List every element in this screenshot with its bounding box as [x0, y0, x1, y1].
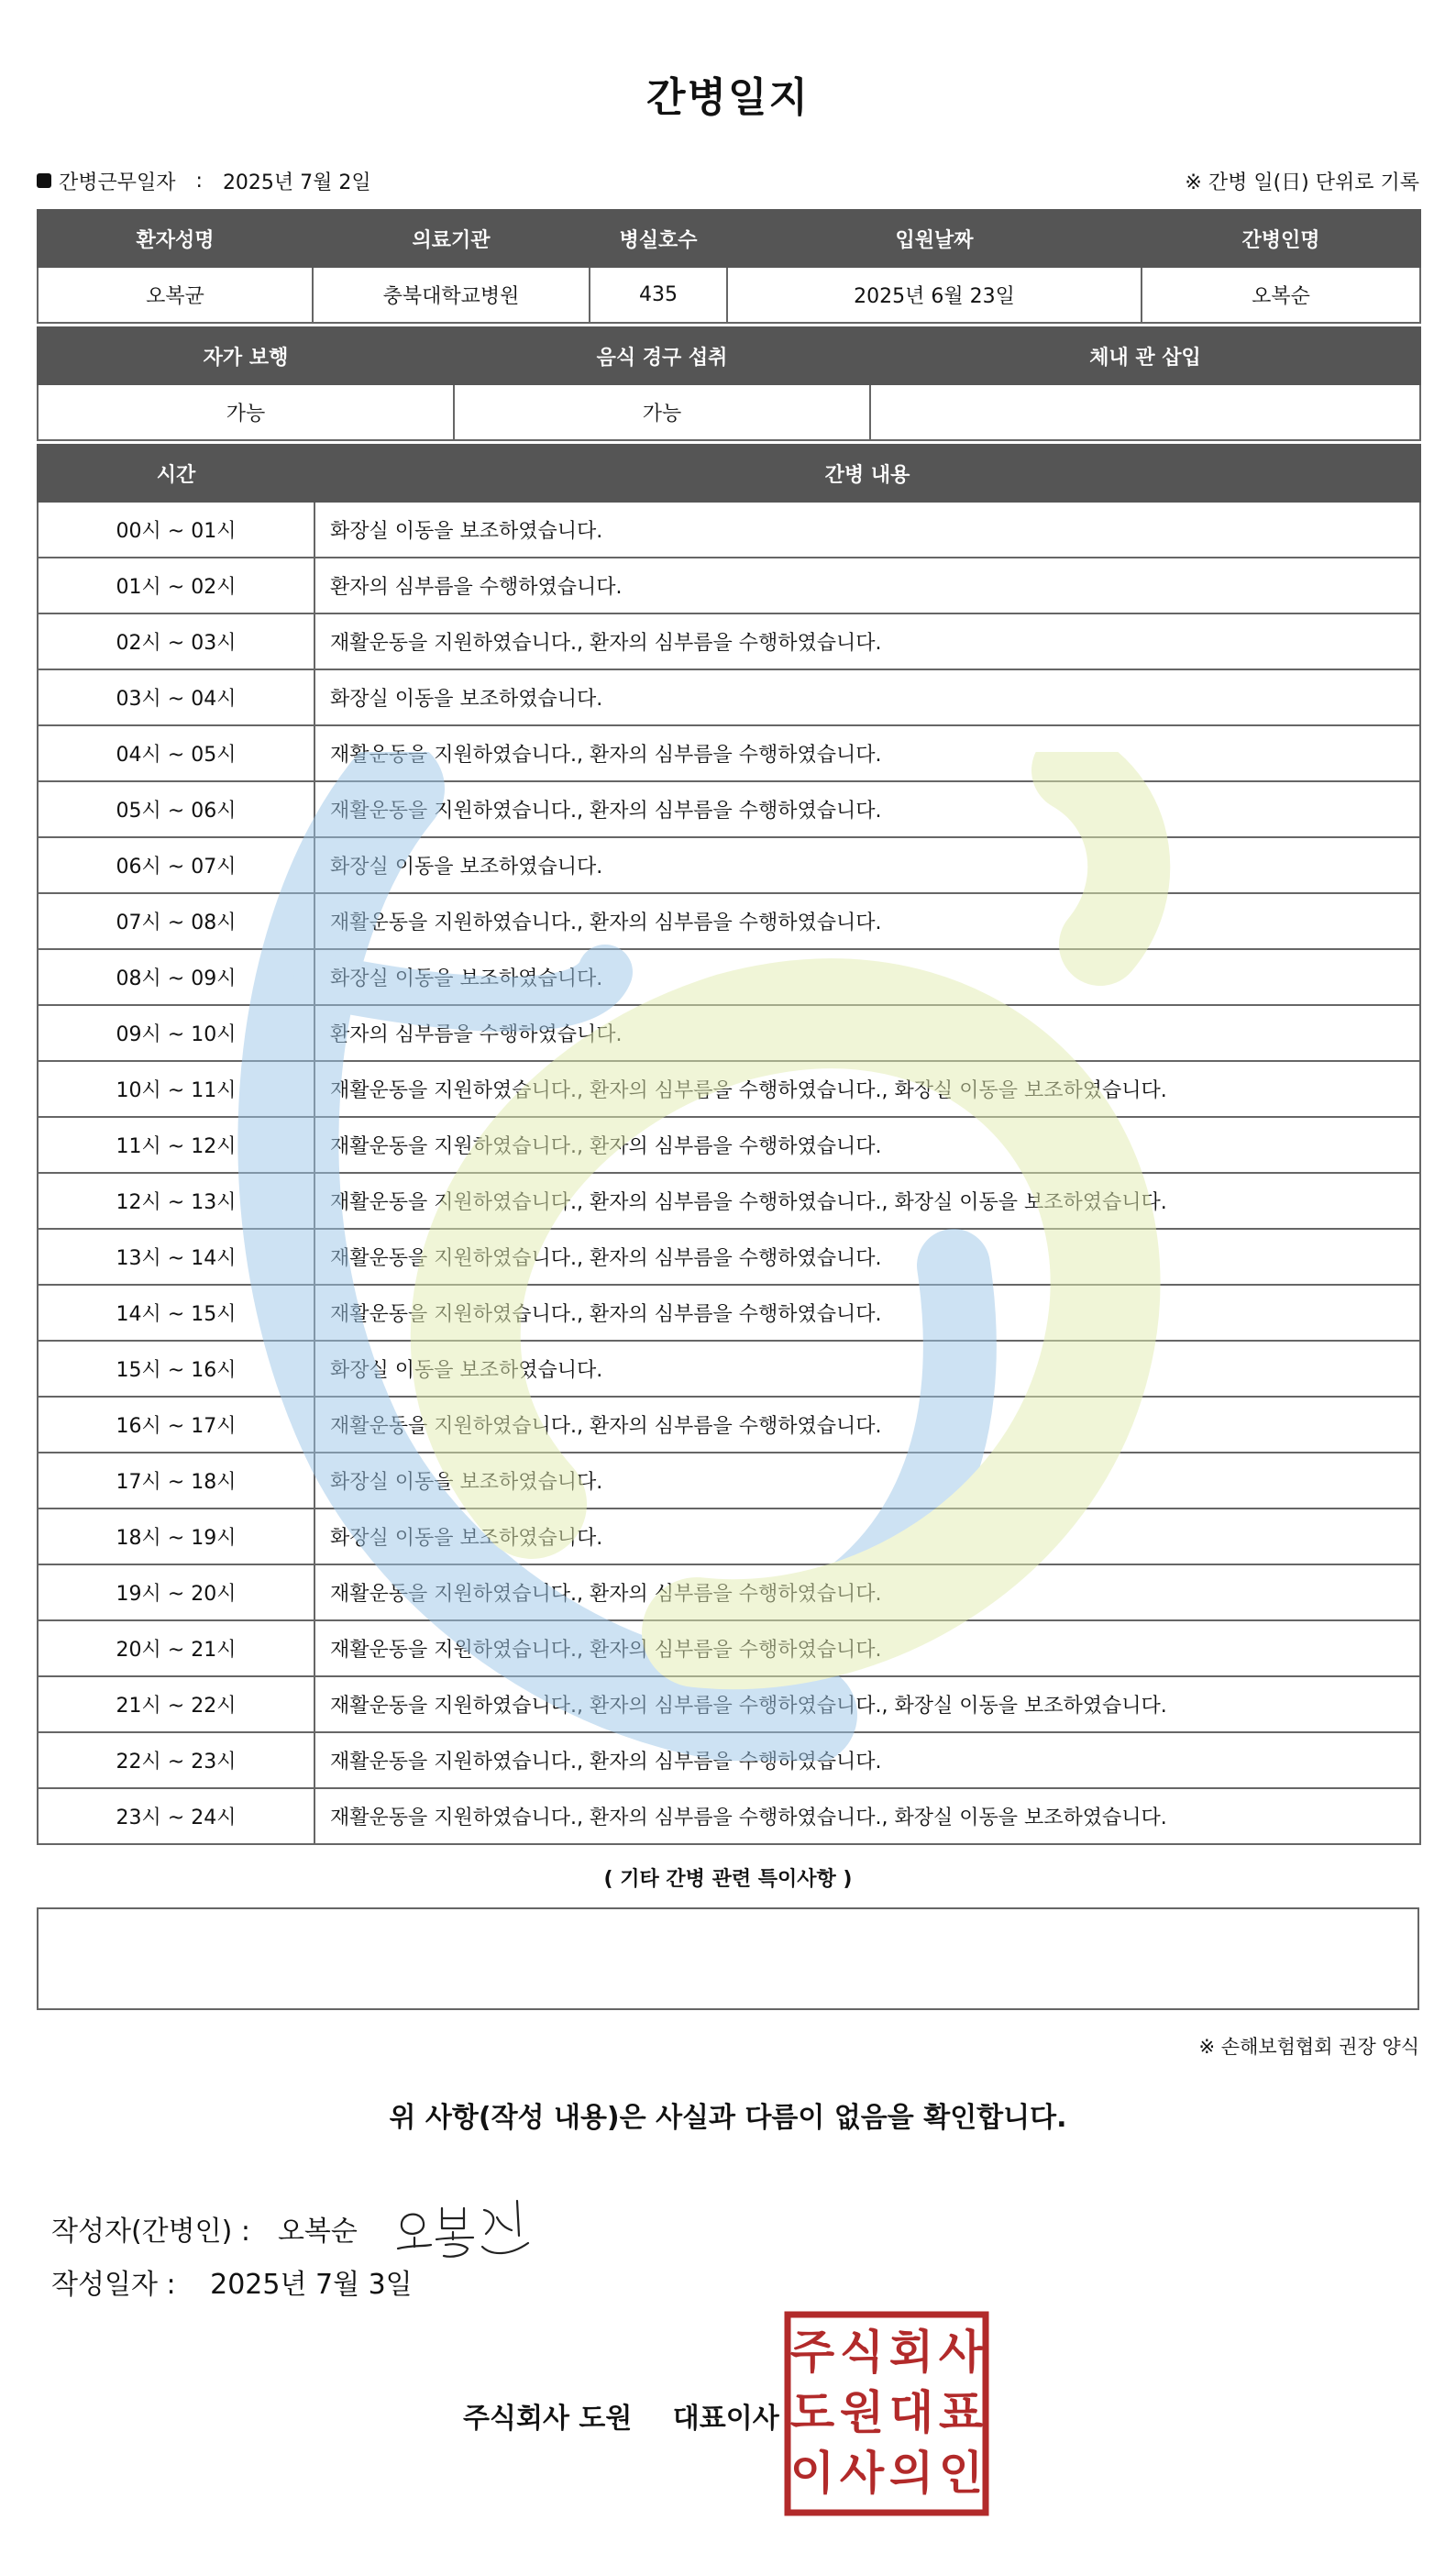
seal-char: 의: [888, 2447, 934, 2500]
oral-intake-header: 음식 경구 섭취: [454, 327, 870, 384]
time-cell: 18시 ~ 19시: [38, 1509, 314, 1564]
care-content-cell: 화장실 이동을 보조하였습니다.: [314, 1341, 1420, 1397]
care-log-header-row: [38, 445, 1420, 502]
time-cell: 22시 ~ 23시: [38, 1732, 314, 1788]
table-row: [38, 1620, 1420, 1676]
time-cell: 09시 ~ 10시: [38, 1005, 314, 1061]
remarks-heading: ( 기타 간병 관련 특이사항 ): [603, 1868, 853, 1891]
table-row: [38, 1005, 1420, 1061]
care-content-cell: 재활운동을 지원하였습니다., 환자의 심부름을 수행하였습니다.: [314, 1564, 1420, 1620]
time-cell: 10시 ~ 11시: [38, 1061, 314, 1117]
table-row: [38, 1453, 1420, 1509]
care-content-cell: 화장실 이동을 보조하였습니다.: [314, 1509, 1420, 1564]
patient-name-header: 환자성명: [38, 210, 313, 267]
remarks-box: [37, 1907, 1419, 2010]
admission-date-header: 입원날짜: [727, 210, 1142, 267]
writer-label: 작성자(간병인) :: [51, 2216, 250, 2248]
time-cell: 05시 ~ 06시: [38, 781, 314, 837]
recommend-note: ※ 손해보험협회 권장 양식: [1198, 2036, 1419, 2058]
seal-char: 원: [839, 2386, 885, 2439]
time-cell: 11시 ~ 12시: [38, 1117, 314, 1173]
unit-note: ※ 간병 일(日) 단위로 기록: [1185, 171, 1419, 194]
seal-char: 사: [839, 2447, 885, 2500]
care-content-cell: 환자의 심부름을 수행하였습니다.: [314, 558, 1420, 613]
time-cell: 21시 ~ 22시: [38, 1676, 314, 1732]
care-log-table: [37, 444, 1421, 1845]
written-date-value: 2025년 7월 3일: [210, 2269, 413, 2301]
table-row: [38, 1676, 1420, 1732]
time-cell: 00시 ~ 01시: [38, 502, 314, 558]
bullet-square-icon: [37, 173, 51, 188]
caregiver-name-value: 오복순: [1142, 267, 1420, 323]
writer-line: [51, 2192, 532, 2265]
time-cell: 23시 ~ 24시: [38, 1788, 314, 1844]
care-content-cell: 화장실 이동을 보조하였습니다.: [314, 949, 1420, 1005]
patient-info-value-row: [38, 267, 1420, 323]
table-row: [38, 1341, 1420, 1397]
work-date-label: 간병근무일자: [59, 171, 176, 194]
seal-char: 이: [789, 2447, 835, 2500]
care-content-cell: 재활운동을 지원하였습니다., 환자의 심부름을 수행하였습니다., 화장실 이동을 보조하였습니다.: [314, 1788, 1420, 1844]
time-header: 시간: [38, 445, 314, 502]
care-content-cell: 재활운동을 지원하였습니다., 환자의 심부름을 수행하였습니다.: [314, 893, 1420, 949]
room-number-value: 435: [590, 267, 727, 323]
time-cell: 02시 ~ 03시: [38, 613, 314, 669]
time-cell: 17시 ~ 18시: [38, 1453, 314, 1509]
time-cell: 06시 ~ 07시: [38, 837, 314, 893]
company-seal-stamp: [784, 2311, 989, 2516]
care-content-cell: 재활운동을 지원하였습니다., 환자의 심부름을 수행하였습니다.: [314, 1732, 1420, 1788]
table-row: [38, 1732, 1420, 1788]
company-line: [463, 2395, 779, 2436]
care-content-cell: 재활운동을 지원하였습니다., 환자의 심부름을 수행하였습니다.: [314, 781, 1420, 837]
page-title: 간병일지: [645, 74, 810, 121]
table-row: [38, 837, 1420, 893]
patient-status-header-row: [38, 327, 1420, 384]
care-content-header: 간병 내용: [314, 445, 1420, 502]
hospital-value: 충북대학교병원: [313, 267, 590, 323]
meta-row: [37, 165, 1419, 196]
seal-char: 회: [888, 2326, 934, 2379]
care-content-cell: 재활운동을 지원하였습니다., 환자의 심부름을 수행하였습니다.: [314, 613, 1420, 669]
written-date-label: 작성일자 :: [51, 2269, 176, 2301]
table-row: [38, 1117, 1420, 1173]
table-row: [38, 1397, 1420, 1453]
tube-insertion-header: 체내 관 삽입: [870, 327, 1420, 384]
care-content-cell: 화장실 이동을 보조하였습니다.: [314, 837, 1420, 893]
care-content-cell: 재활운동을 지원하였습니다., 환자의 심부름을 수행하였습니다.: [314, 1285, 1420, 1341]
patient-name-value: 오복균: [38, 267, 313, 323]
time-cell: 07시 ~ 08시: [38, 893, 314, 949]
seal-char: 식: [839, 2326, 885, 2379]
tube-insertion-value: [870, 384, 1420, 440]
table-row: [38, 1285, 1420, 1341]
patient-status-value-row: [38, 384, 1420, 440]
time-cell: 04시 ~ 05시: [38, 725, 314, 781]
work-date-info: [37, 167, 371, 195]
room-number-header: 병실호수: [590, 210, 727, 267]
patient-info-header-row: [38, 210, 1420, 267]
writer-name: 오복순: [277, 2216, 358, 2248]
time-cell: 01시 ~ 02시: [38, 558, 314, 613]
care-content-cell: 화장실 이동을 보조하였습니다.: [314, 502, 1420, 558]
table-row: [38, 1229, 1420, 1285]
table-row: [38, 502, 1420, 558]
seal-char: 대: [888, 2386, 934, 2439]
patient-info-table: [37, 209, 1421, 324]
representative-title: 대표이사: [672, 2403, 779, 2435]
table-row: [38, 1173, 1420, 1229]
time-cell: 14시 ~ 15시: [38, 1285, 314, 1341]
care-content-cell: 화장실 이동을 보조하였습니다.: [314, 1453, 1420, 1509]
table-row: [38, 781, 1420, 837]
table-row: [38, 1564, 1420, 1620]
time-cell: 19시 ~ 20시: [38, 1564, 314, 1620]
care-content-cell: 재활운동을 지원하였습니다., 환자의 심부름을 수행하였습니다.: [314, 1117, 1420, 1173]
seal-characters: [790, 2326, 984, 2500]
work-date-value: 2025년 7월 2일: [222, 171, 371, 194]
time-cell: 15시 ~ 16시: [38, 1341, 314, 1397]
seal-char: 표: [938, 2386, 984, 2439]
care-content-cell: 재활운동을 지원하였습니다., 환자의 심부름을 수행하였습니다., 화장실 이동을 보조하였습니다.: [314, 1676, 1420, 1732]
time-cell: 16시 ~ 17시: [38, 1397, 314, 1453]
care-content-cell: 환자의 심부름을 수행하였습니다.: [314, 1005, 1420, 1061]
time-cell: 13시 ~ 14시: [38, 1229, 314, 1285]
table-row: [38, 669, 1420, 725]
care-content-cell: 화장실 이동을 보조하였습니다.: [314, 669, 1420, 725]
care-content-cell: 재활운동을 지원하였습니다., 환자의 심부름을 수행하였습니다.: [314, 1620, 1420, 1676]
seal-char: 사: [938, 2326, 984, 2379]
admission-date-value: 2025년 6월 23일: [727, 267, 1142, 323]
company-name: 주식회사 도원: [463, 2403, 633, 2435]
oral-intake-value: 가능: [454, 384, 870, 440]
work-date-separator: :: [195, 169, 203, 193]
table-row: [38, 1061, 1420, 1117]
time-cell: 20시 ~ 21시: [38, 1620, 314, 1676]
table-row: [38, 949, 1420, 1005]
self-walking-value: 가능: [38, 384, 454, 440]
seal-char: 인: [938, 2447, 984, 2500]
care-content-cell: 재활운동을 지원하였습니다., 환자의 심부름을 수행하였습니다.: [314, 725, 1420, 781]
table-row: [38, 613, 1420, 669]
care-content-cell: 재활운동을 지원하였습니다., 환자의 심부름을 수행하였습니다., 화장실 이동을 보조하였습니다.: [314, 1173, 1420, 1229]
hospital-header: 의료기관: [313, 210, 590, 267]
time-cell: 03시 ~ 04시: [38, 669, 314, 725]
seal-char: 도: [789, 2386, 835, 2439]
table-row: [38, 558, 1420, 613]
care-content-cell: 재활운동을 지원하였습니다., 환자의 심부름을 수행하였습니다.: [314, 1229, 1420, 1285]
caregiver-name-header: 간병인명: [1142, 210, 1420, 267]
handwritten-signature: [394, 2192, 532, 2265]
table-row: [38, 725, 1420, 781]
care-log-body: [38, 502, 1420, 1844]
time-cell: 12시 ~ 13시: [38, 1173, 314, 1229]
care-content-cell: 재활운동을 지원하였습니다., 환자의 심부름을 수행하였습니다.: [314, 1397, 1420, 1453]
patient-status-table: [37, 326, 1421, 441]
table-row: [38, 1509, 1420, 1564]
table-row: [38, 893, 1420, 949]
written-date-line: [51, 2261, 413, 2302]
table-row: [38, 1788, 1420, 1844]
confirmation-statement: 위 사항(작성 내용)은 사실과 다름이 없음을 확인합니다.: [389, 2102, 1067, 2134]
care-content-cell: 재활운동을 지원하였습니다., 환자의 심부름을 수행하였습니다., 화장실 이동을 보조하였습니다.: [314, 1061, 1420, 1117]
time-cell: 08시 ~ 09시: [38, 949, 314, 1005]
self-walking-header: 자가 보행: [38, 327, 454, 384]
seal-char: 주: [789, 2326, 835, 2379]
